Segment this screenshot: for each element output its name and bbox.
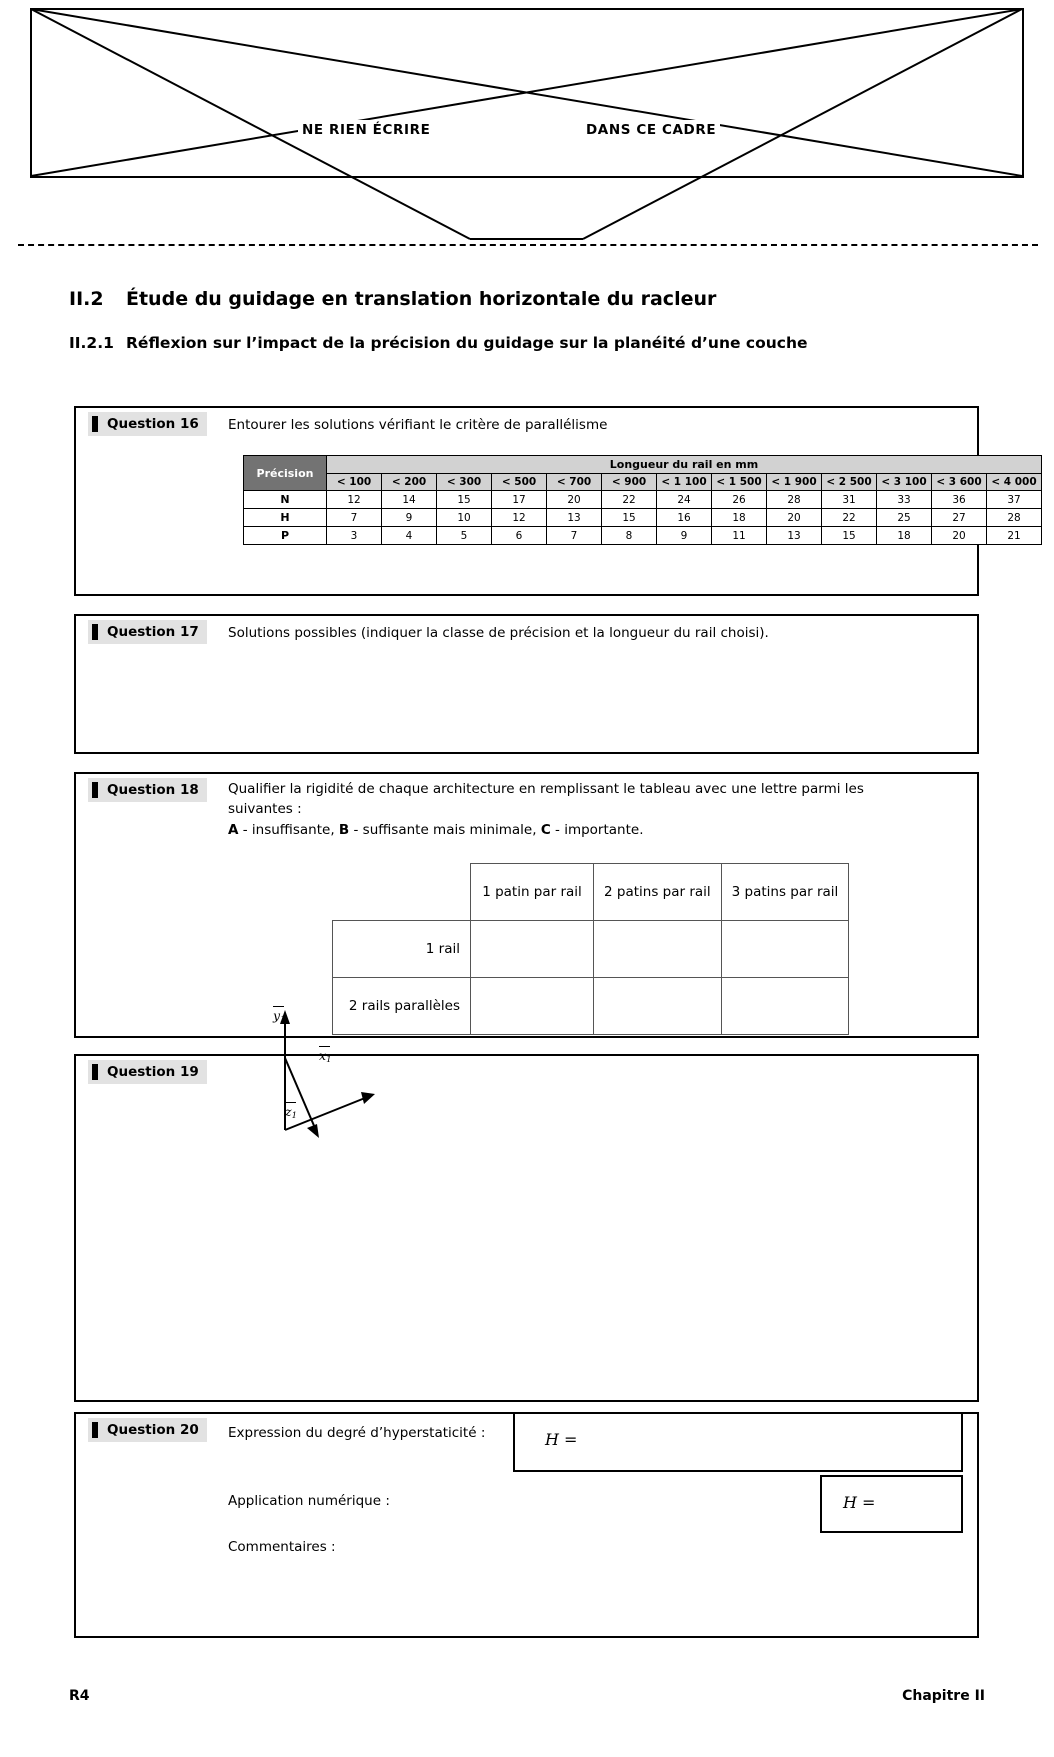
subsection-title <box>69 334 808 352</box>
question-16-tag-label: Question 16 <box>107 416 199 432</box>
cell[interactable]: 37 <box>987 491 1042 509</box>
table-corner <box>333 864 471 921</box>
rail-length-header: Longueur du rail en mm <box>327 456 1042 474</box>
row-header: N <box>244 491 327 509</box>
col-header: < 3 100 <box>877 474 932 491</box>
cell[interactable]: 33 <box>877 491 932 509</box>
answer-cell[interactable] <box>721 977 849 1034</box>
col-header: < 1 500 <box>712 474 767 491</box>
table-row <box>244 527 1042 545</box>
footer-chapter: Chapitre II <box>902 1688 985 1704</box>
question-20-tag-label: Question 20 <box>107 1422 199 1438</box>
col-header: 3 patins par rail <box>721 864 849 921</box>
cell[interactable]: 6 <box>492 527 547 545</box>
question-16-tag <box>88 412 207 436</box>
cell[interactable]: 5 <box>437 527 492 545</box>
cell[interactable]: 36 <box>932 491 987 509</box>
question-17-text: Solutions possibles (indiquer la classe de précision et la longueur du rail choisi). <box>228 625 769 641</box>
do-not-write-zone <box>30 8 1024 240</box>
cell[interactable]: 12 <box>327 491 382 509</box>
cell[interactable]: 22 <box>602 491 657 509</box>
cell[interactable]: 13 <box>767 527 822 545</box>
question-18-text-line2: suivantes : <box>228 801 302 817</box>
cell[interactable]: 26 <box>712 491 767 509</box>
rigidity-table <box>332 863 849 1035</box>
cell[interactable]: 3 <box>327 527 382 545</box>
h-equals-label-value: H = <box>843 1493 876 1512</box>
cell[interactable]: 28 <box>767 491 822 509</box>
letter-b-desc: - suffisante mais minimale, <box>349 822 541 838</box>
answer-cell[interactable] <box>471 920 594 977</box>
header-right-text: DANS CE CADRE <box>582 120 720 140</box>
subsection-number: II.2.1 <box>69 334 114 352</box>
table-row <box>333 977 849 1034</box>
hyperstaticity-expression-field[interactable] <box>513 1412 963 1472</box>
col-header: < 3 600 <box>932 474 987 491</box>
cell[interactable]: 15 <box>602 509 657 527</box>
table-row <box>244 456 1042 474</box>
letter-c: C <box>540 822 551 838</box>
question-17-tag-label: Question 17 <box>107 624 199 640</box>
cell[interactable]: 9 <box>382 509 437 527</box>
cell[interactable]: 20 <box>932 527 987 545</box>
coordinate-axes-graphic <box>245 1000 405 1144</box>
question-18-tag <box>88 778 207 802</box>
row-header: P <box>244 527 327 545</box>
col-header: < 100 <box>327 474 382 491</box>
row-header: H <box>244 509 327 527</box>
col-header: < 1 900 <box>767 474 822 491</box>
header-left-text: NE RIEN ÉCRIRE <box>298 120 434 140</box>
cell[interactable]: 20 <box>547 491 602 509</box>
table-row <box>333 864 849 921</box>
col-header: 1 patin par rail <box>471 864 594 921</box>
cell[interactable]: 18 <box>877 527 932 545</box>
h-equals-label-expression: H = <box>545 1430 578 1449</box>
letter-a-desc: - insuffisante, <box>238 822 339 838</box>
cell[interactable]: 15 <box>822 527 877 545</box>
cut-dashed-line <box>18 244 1038 246</box>
y-axis-label: $y_1$ <box>273 1008 286 1025</box>
axes-svg <box>245 1000 405 1140</box>
col-header: < 700 <box>547 474 602 491</box>
cell[interactable]: 16 <box>657 509 712 527</box>
crossed-frame-graphic <box>30 8 1024 240</box>
cell[interactable]: 31 <box>822 491 877 509</box>
col-header: < 1 100 <box>657 474 712 491</box>
cell[interactable]: 27 <box>932 509 987 527</box>
row-header: 1 rail <box>333 920 471 977</box>
cell[interactable]: 14 <box>382 491 437 509</box>
col-header: < 4 000 <box>987 474 1042 491</box>
question-19-tag-label: Question 19 <box>107 1064 199 1080</box>
cell[interactable]: 11 <box>712 527 767 545</box>
cell[interactable]: 7 <box>327 509 382 527</box>
question-17-tag <box>88 620 207 644</box>
letter-b: B <box>338 822 350 838</box>
precision-corner-header: Précision <box>244 456 327 491</box>
question-19-tag <box>88 1060 207 1084</box>
table-row <box>244 491 1042 509</box>
question-20-text: Expression du degré d’hyperstaticité : <box>228 1425 486 1441</box>
section-number: II.2 <box>69 288 104 310</box>
question-18-text-line3 <box>228 821 954 841</box>
x-axis-label: $x_1$ <box>319 1048 332 1065</box>
table-row <box>333 920 849 977</box>
answer-cell[interactable] <box>721 920 849 977</box>
col-header: < 2 500 <box>822 474 877 491</box>
cell[interactable]: 18 <box>712 509 767 527</box>
hyperstaticity-value-field[interactable] <box>820 1475 963 1533</box>
section-title-text: Étude du guidage en translation horizontale du racleur <box>126 288 717 310</box>
answer-cell[interactable] <box>594 920 722 977</box>
cell[interactable]: 17 <box>492 491 547 509</box>
answer-cell[interactable] <box>594 977 722 1034</box>
footer-page-code: R4 <box>69 1688 90 1704</box>
question-19-box[interactable] <box>74 1054 979 1402</box>
row-header: 2 rails parallèles <box>333 977 471 1034</box>
col-header: < 200 <box>382 474 437 491</box>
col-header: < 300 <box>437 474 492 491</box>
cell[interactable]: 10 <box>437 509 492 527</box>
cell[interactable]: 25 <box>877 509 932 527</box>
cell[interactable]: 22 <box>822 509 877 527</box>
cell[interactable]: 21 <box>987 527 1042 545</box>
question-16-text: Entourer les solutions vérifiant le critère de parallélisme <box>228 417 608 433</box>
cell[interactable]: 28 <box>987 509 1042 527</box>
precision-length-table <box>243 455 1042 545</box>
question-18-tag-label: Question 18 <box>107 782 199 798</box>
col-header: < 500 <box>492 474 547 491</box>
answer-cell[interactable] <box>471 977 594 1034</box>
z-axis-label: $z_1$ <box>285 1104 298 1121</box>
subsection-title-text: Réflexion sur l’impact de la précision du guidage sur la planéité d’une couche <box>126 334 808 352</box>
cell[interactable]: 8 <box>602 527 657 545</box>
letter-a: A <box>228 822 239 838</box>
question-20-tag <box>88 1418 207 1442</box>
application-numerique-label: Application numérique : <box>228 1493 390 1509</box>
cell[interactable]: 7 <box>547 527 602 545</box>
section-title <box>69 288 716 310</box>
table-row <box>244 474 1042 491</box>
col-header: < 900 <box>602 474 657 491</box>
cell[interactable]: 4 <box>382 527 437 545</box>
commentaires-label: Commentaires : <box>228 1539 336 1555</box>
letter-c-desc: - importante. <box>550 822 644 838</box>
cell[interactable]: 13 <box>547 509 602 527</box>
col-header: 2 patins par rail <box>594 864 722 921</box>
cell[interactable]: 24 <box>657 491 712 509</box>
cell[interactable]: 12 <box>492 509 547 527</box>
cell[interactable]: 20 <box>767 509 822 527</box>
cell[interactable]: 9 <box>657 527 712 545</box>
question-18-text-line1: Qualifier la rigidité de chaque architecture en remplissant le tableau avec une lettre parmi les <box>228 781 864 797</box>
cell[interactable]: 15 <box>437 491 492 509</box>
table-row <box>244 509 1042 527</box>
